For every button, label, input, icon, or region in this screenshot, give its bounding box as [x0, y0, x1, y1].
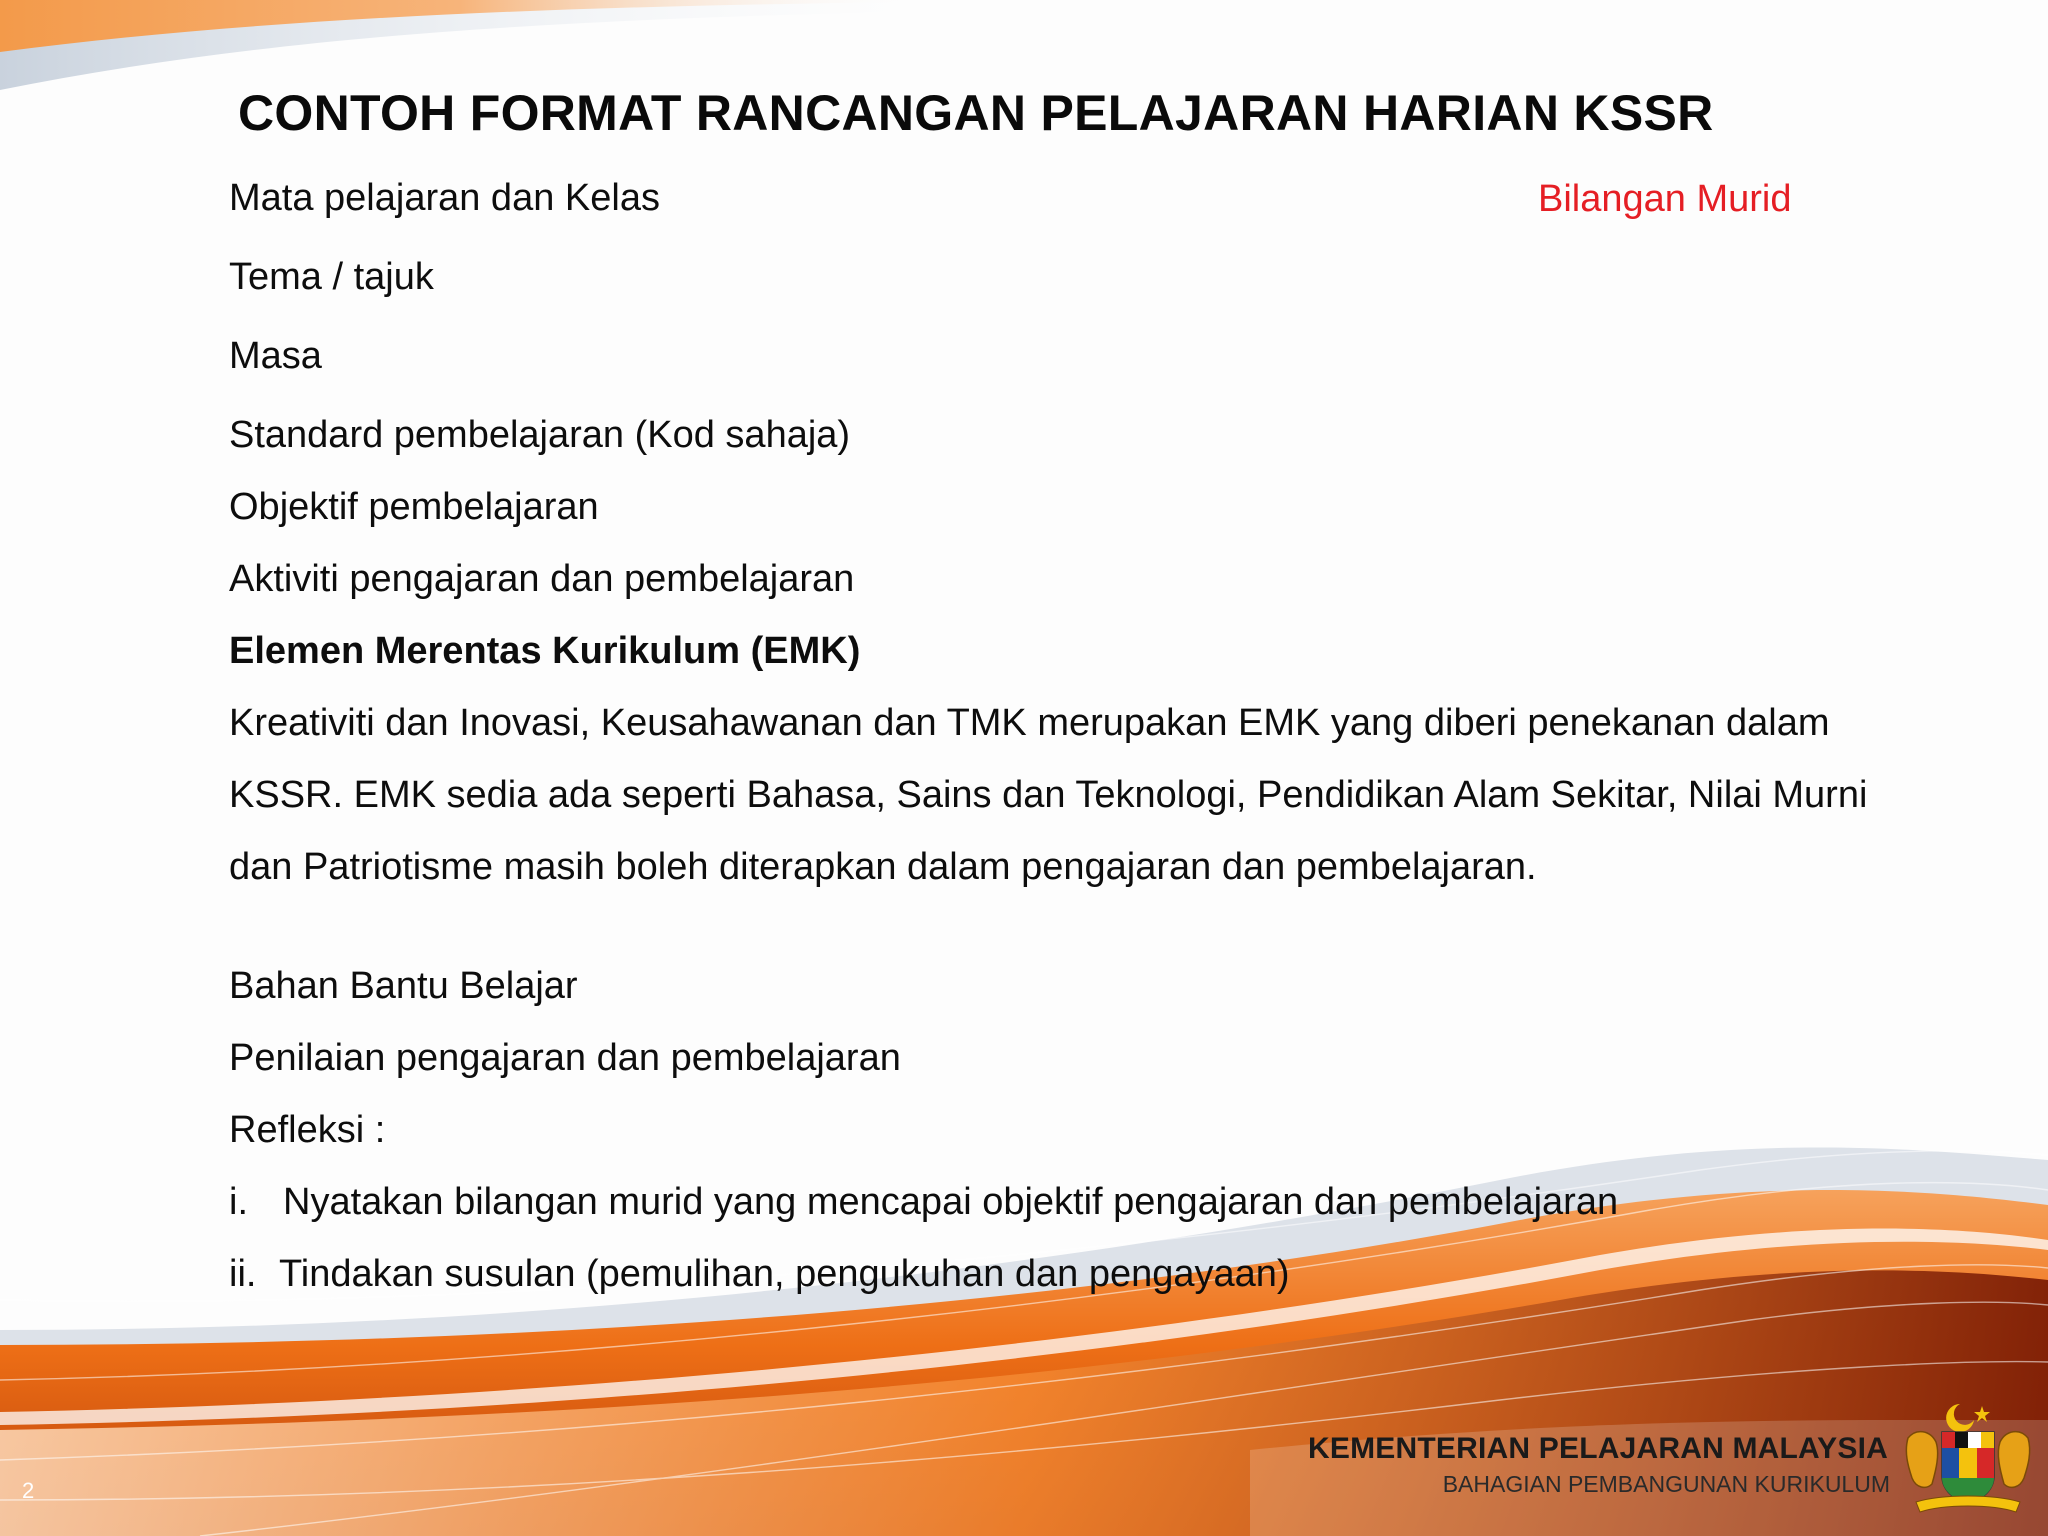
- ministry-name: KEMENTERIAN PELAJARAN MALAYSIA: [1308, 1432, 1888, 1465]
- subject-class-label: Mata pelajaran dan Kelas: [229, 177, 660, 219]
- division-name: BAHAGIAN PEMBANGUNAN KURIKULUM: [1442, 1471, 1890, 1497]
- emk-heading: Elemen Merentas Kurikulum (EMK): [229, 630, 861, 672]
- emk-paragraph-line-1: Kreativiti dan Inovasi, Keusahawanan dan TMK merupakan EMK yang diberi penekanan dalam: [229, 702, 1830, 744]
- list-item-text: Tindakan susulan (pemulihan, pengukuhan dan pengayaan): [279, 1253, 1290, 1295]
- list-marker: ii.: [229, 1253, 257, 1295]
- emk-paragraph-line-2: KSSR. EMK sedia ada seperti Bahasa, Sains dan Teknologi, Pendidikan Alam Sekitar, Nilai Murni: [229, 774, 1868, 816]
- activities-label: Aktiviti pengajaran dan pembelajaran: [229, 558, 855, 600]
- list-item: [229, 1255, 1290, 1293]
- theme-label: Tema / tajuk: [229, 256, 434, 298]
- learning-objective-label: Objektif pembelajaran: [229, 486, 599, 528]
- reflection-label: Refleksi :: [229, 1109, 386, 1151]
- student-count-label: Bilangan Murid: [1538, 178, 1792, 220]
- emk-paragraph-line-3: dan Patriotisme masih boleh diterapkan dalam pengajaran dan pembelajaran.: [229, 846, 1537, 888]
- assessment-label: Penilaian pengajaran dan pembelajaran: [229, 1037, 901, 1079]
- learning-standard-label: Standard pembelajaran (Kod sahaja): [229, 414, 851, 456]
- list-item-text: Nyatakan bilangan murid yang mencapai objektif pengajaran dan pembelajaran: [283, 1181, 1619, 1223]
- malaysia-coat-of-arms-icon: [1902, 1398, 2034, 1516]
- slide-title: CONTOH FORMAT RANCANGAN PELAJARAN HARIAN KSSR: [238, 85, 1714, 141]
- teaching-aids-label: Bahan Bantu Belajar: [229, 965, 578, 1007]
- time-label: Masa: [229, 335, 322, 377]
- list-marker: i.: [229, 1181, 248, 1223]
- list-item: [229, 1183, 1618, 1221]
- page-number: 2: [22, 1478, 35, 1503]
